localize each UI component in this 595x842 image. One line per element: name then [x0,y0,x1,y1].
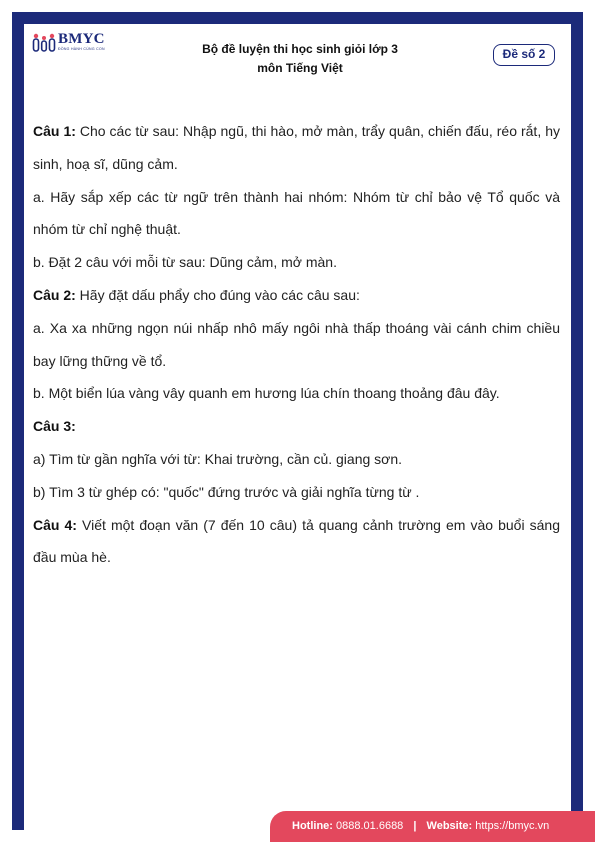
exam-number-badge: Đề số 2 [493,44,555,66]
question-paragraph [33,279,560,312]
question-label: Câu 3: [33,418,76,435]
logo-tagline: ĐỒNG HÀNH CÙNG CON [58,47,105,51]
family-logo-icon [32,32,56,52]
question-paragraph [33,410,560,443]
question-text: Viết một đoạn văn (7 đến 10 câu) tả quang cảnh trường em vào buổi sáng đầu mùa hè. [33,516,560,566]
exam-content [33,115,560,574]
question-text: a. Hãy sắp xếp các từ ngữ trên thành hai nhóm: Nhóm từ chỉ bảo vệ Tổ quốc và nhóm từ chỉ nghệ thuật. [33,188,560,238]
question-text: b. Một biển lúa vàng vây quanh em hương lúa chín thoang thoảng đâu đây. [33,385,500,402]
question-text: a) Tìm từ gần nghĩa với từ: Khai trường, cần củ. giang sơn. [33,450,403,467]
question-text: b. Đặt 2 câu với mỗi từ sau: Dũng cảm, mở màn. [33,254,337,271]
website-link[interactable]: https://bmyc.vn [475,820,550,832]
question-label: Câu 4: [33,516,77,533]
question-paragraph [33,115,560,181]
question-text: Cho các từ sau: Nhập ngũ, thi hào, mở màn, trẩy quân, chiến đấu, réo rắt, hy sinh, hoạ sĩ, dũng cảm. [33,123,560,172]
logo-text: BMYC [58,31,105,47]
question-paragraph [33,312,560,378]
question-paragraph [33,509,560,575]
question-text: b) Tìm 3 từ ghép có: "quốc" đứng trước và giải nghĩa từng từ . [33,483,420,500]
bmyc-logo [32,30,122,56]
question-paragraph [33,443,560,476]
question-paragraph [33,181,560,247]
website-label: Website: [426,820,473,832]
contact-footer [270,811,595,842]
question-paragraph [33,246,560,279]
question-text: Hãy đặt dấu phẩy cho đúng vào các câu sau: [75,286,360,303]
hotline-label: Hotline: [292,820,333,832]
title-line-2: môn Tiếng Việt [257,61,343,75]
title-line-1: Bộ đề luyện thi học sinh giỏi lớp 3 [202,42,398,56]
hotline-number[interactable]: 0888.01.6688 [336,820,404,832]
question-text: a. Xa xa những ngọn núi nhấp nhô mấy ngôi nhà thấp thoáng vài cánh chim chiều bay lững thững về tổ. [33,319,560,369]
footer-separator: | [413,820,417,832]
page-title [150,40,450,78]
question-label: Câu 2: [33,286,76,303]
question-paragraph [33,476,560,509]
question-label: Câu 1: [33,123,76,139]
question-paragraph [33,377,560,410]
